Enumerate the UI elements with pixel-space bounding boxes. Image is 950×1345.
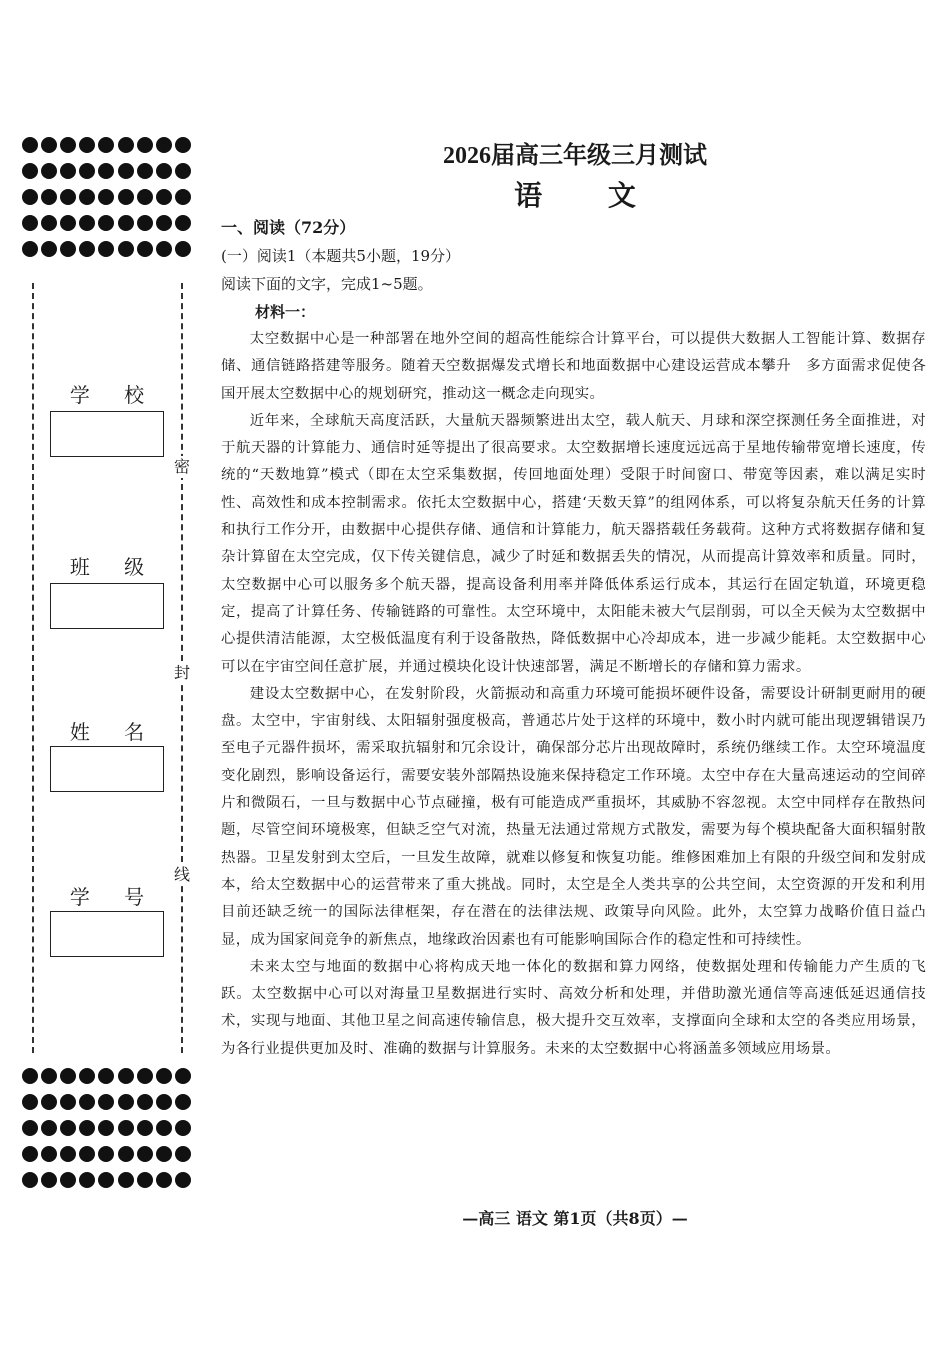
binding-dot: [175, 215, 191, 231]
binding-dot: [118, 1094, 134, 1110]
binding-dot: [156, 1146, 172, 1162]
binding-dot: [175, 1120, 191, 1136]
binding-dot: [60, 1120, 76, 1136]
binding-dot: [137, 1094, 153, 1110]
seal-char-feng: 封: [173, 663, 190, 682]
binding-dot: [41, 215, 57, 231]
class-label: 班 级: [69, 555, 159, 579]
binding-dot: [137, 1146, 153, 1162]
reading-content: [221, 214, 926, 1063]
binding-dot: [98, 1120, 114, 1136]
binding-dot: [175, 1172, 191, 1188]
binding-dot: [137, 163, 153, 179]
binding-dot: [137, 189, 153, 205]
binding-dot: [22, 1068, 38, 1084]
exam-title: 2026届高三年级三月测试: [443, 143, 707, 169]
binding-cut-line-left: [32, 283, 34, 1053]
binding-dot: [137, 1120, 153, 1136]
binding-dot: [156, 215, 172, 231]
binding-dot: [79, 163, 95, 179]
binding-dot: [98, 1146, 114, 1162]
binding-dot: [79, 1146, 95, 1162]
binding-dot: [79, 1094, 95, 1110]
seal-char-mi: 密: [173, 457, 190, 476]
binding-dot: [41, 1120, 57, 1136]
name-label: 姓 名: [69, 720, 159, 744]
class-field[interactable]: [50, 583, 164, 629]
binding-dot: [22, 241, 38, 257]
binding-dot: [175, 163, 191, 179]
binding-dot: [22, 137, 38, 153]
binding-dot: [137, 1068, 153, 1084]
binding-dot: [98, 215, 114, 231]
binding-dot: [22, 189, 38, 205]
binding-dot: [60, 163, 76, 179]
school-field[interactable]: [50, 411, 164, 457]
binding-dot: [41, 163, 57, 179]
binding-dot: [41, 1094, 57, 1110]
binding-dot: [22, 1172, 38, 1188]
binding-dot: [98, 1068, 114, 1084]
binding-dot: [22, 1094, 38, 1110]
binding-dot: [98, 241, 114, 257]
binding-dot: [60, 1172, 76, 1188]
binding-dot: [118, 1172, 134, 1188]
binding-dot: [156, 1068, 172, 1084]
binding-dot: [60, 1068, 76, 1084]
binding-dot: [137, 1172, 153, 1188]
binding-dot: [118, 241, 134, 257]
binding-dot: [118, 189, 134, 205]
binding-dot: [41, 1068, 57, 1084]
paragraph-4: 未来太空与地面的数据中心将构成天地一体化的数据和算力网络，使数据处理和传输能力产生质的飞跃。太空数据中心可以对海量卫星数据进行实时、高效分析和处理，并借助激光通信等高速低延迟通信技术，实现与地面、其他卫星之间高速传输信息，极大提升交互效率，支撑面向全球和太空的各类应用场景，为各行业提供更加及时、准确的数据与计算服务。未来的太空数据中心将涵盖多领域应用场景。: [221, 958, 926, 1057]
part-title: (一）阅读1（本题共5小题，19分）: [221, 247, 461, 265]
binding-dot: [156, 1094, 172, 1110]
binding-dot: [79, 189, 95, 205]
section-title: 一、阅读（72分）: [221, 218, 356, 237]
binding-dot: [41, 1146, 57, 1162]
binding-dot: [60, 189, 76, 205]
binding-dot: [79, 215, 95, 231]
binding-dot: [60, 1146, 76, 1162]
material-label: 材料一：: [255, 303, 316, 321]
binding-dot: [41, 137, 57, 153]
binding-dot: [118, 163, 134, 179]
binding-dot: [60, 215, 76, 231]
binding-dot: [79, 1068, 95, 1084]
binding-dot: [175, 1068, 191, 1084]
binding-dot: [118, 137, 134, 153]
binding-dot: [175, 189, 191, 205]
binding-dot: [79, 137, 95, 153]
binding-dot: [41, 241, 57, 257]
binding-dot: [22, 1120, 38, 1136]
binding-dot: [98, 1172, 114, 1188]
binding-dot-pattern-bottom: [22, 1068, 194, 1188]
binding-dot: [175, 1146, 191, 1162]
school-label: 学 校: [69, 383, 159, 407]
paragraph-3: 建设太空数据中心，在发射阶段，火箭振动和高重力环境可能损坏硬件设备，需要设计研制更耐用的硬盘。太空中，宇宙射线、太阳辐射强度极高，普通芯片处于这样的环境中，数小时内就可能出现逻辑错误乃至电子元器件损坏，需采取抗辐射和冗余设计，确保部分芯片出现故障时，系统仍继续工作。太空环境温度变化剧烈，影响设备运行，需要安装外部隔热设施来保持稳定工作环境。太空中存在大量高速运动的空间碎片和微陨石，一旦与数据中心节点碰撞，极有可能造成严重损坏，其威胁不容忽视。太空中同样存在散热问题，尽管空间环境极寒，但缺乏空气对流，热量无法通过常规方式散发，需要为每个模块配备大面积辐射散热器。卫星发射到太空后，一旦发生故障，就难以修复和恢复功能。维修困难加上有限的升级空间和发射成本，给太空数据中心的运营带来了重大挑战。同时，太空是全人类共享的公共空间，太空资源的开发和利用目前还缺乏统一的国际法律框架，存在潜在的法律法规、政策导向风险。此外，太空算力战略价值日益凸显，成为国家间竞争的新焦点，地缘政治因素也有可能影响国际合作的稳定性和可持续性。: [221, 685, 926, 948]
name-field[interactable]: [50, 746, 164, 792]
binding-dot: [156, 1172, 172, 1188]
binding-dot: [118, 215, 134, 231]
binding-dot-pattern-top: [22, 137, 194, 257]
binding-dot: [175, 137, 191, 153]
binding-dot: [60, 241, 76, 257]
paragraph-1: 太空数据中心是一种部署在地外空间的超高性能综合计算平台，可以提供大数据人工智能计算、数据存储、通信链路搭建等服务。随着天空数据爆发式增长和地面数据中心建设运营成本攀升 多方面需求促使各国开展太空数据中心的规划研究，推动这一概念走向现实。: [221, 331, 926, 402]
binding-dot: [41, 1172, 57, 1188]
binding-dot: [41, 189, 57, 205]
binding-dot: [156, 163, 172, 179]
binding-dot: [98, 163, 114, 179]
binding-dot: [118, 1146, 134, 1162]
binding-dot: [60, 137, 76, 153]
binding-dot: [79, 1172, 95, 1188]
binding-dot: [60, 1094, 76, 1110]
binding-dot: [175, 1094, 191, 1110]
student-id-field[interactable]: [50, 911, 164, 957]
seal-char-xian: 线: [173, 865, 190, 884]
binding-dot: [22, 1146, 38, 1162]
binding-dot: [118, 1068, 134, 1084]
binding-dot: [137, 137, 153, 153]
page-footer: —高三 语文 第1页（共8页）—: [462, 1209, 688, 1228]
binding-dot: [98, 1094, 114, 1110]
binding-dot: [175, 241, 191, 257]
binding-dot: [156, 137, 172, 153]
paragraph-2: 近年来，全球航天高度活跃，大量航天器频繁进出太空，载人航天、月球和深空探测任务全面推进，对于航天器的计算能力、通信时延等提出了很高要求。太空数据增长速度远远高于星地传输带宽增长速度，传统的“天数地算”模式（即在太空采集数据，传回地面处理）受限于时间窗口、带宽等因素，难以满足实时性、高效性和成本控制需求。依托太空数据中心，搭建‘天数天算”的组网体系，可以将复杂航天任务的计算和执行工作分开，由数据中心提供存储、通信和计算能力，航天器搭载任务载荷。这种方式将数据存储和复杂计算留在太空完成，仅下传关键信息，减少了时延和数据丢失的情况，从而提高计算效率和质量。同时，太空数据中心可以服务多个航天器，提高设备利用率并降低体系运行成本，其运行在固定轨道，环境更稳定，提高了计算任务、传输链路的可靠性。太空环境中，太阳能未被大气层削弱，可以全天候为太空数据中心提供清洁能源，太空极低温度有利于设备散热，降低数据中心冷却成本，进一步减少能耗。太空数据中心可以在宇宙空间任意扩展，并通过模块化设计快速部署，满足不断增长的存储和算力需求。: [221, 412, 926, 675]
binding-dot: [79, 241, 95, 257]
instruction: 阅读下面的文字，完成1~5题。: [221, 275, 433, 293]
binding-dot: [156, 241, 172, 257]
binding-dot: [137, 215, 153, 231]
binding-dot: [118, 1120, 134, 1136]
subject-title: 语 文: [514, 179, 664, 212]
binding-dot: [156, 1120, 172, 1136]
student-id-label: 学 号: [69, 885, 159, 909]
binding-dot: [98, 137, 114, 153]
binding-dot: [156, 189, 172, 205]
binding-dot: [22, 163, 38, 179]
binding-dot: [79, 1120, 95, 1136]
binding-dot: [22, 215, 38, 231]
binding-dot: [98, 189, 114, 205]
binding-dot: [137, 241, 153, 257]
